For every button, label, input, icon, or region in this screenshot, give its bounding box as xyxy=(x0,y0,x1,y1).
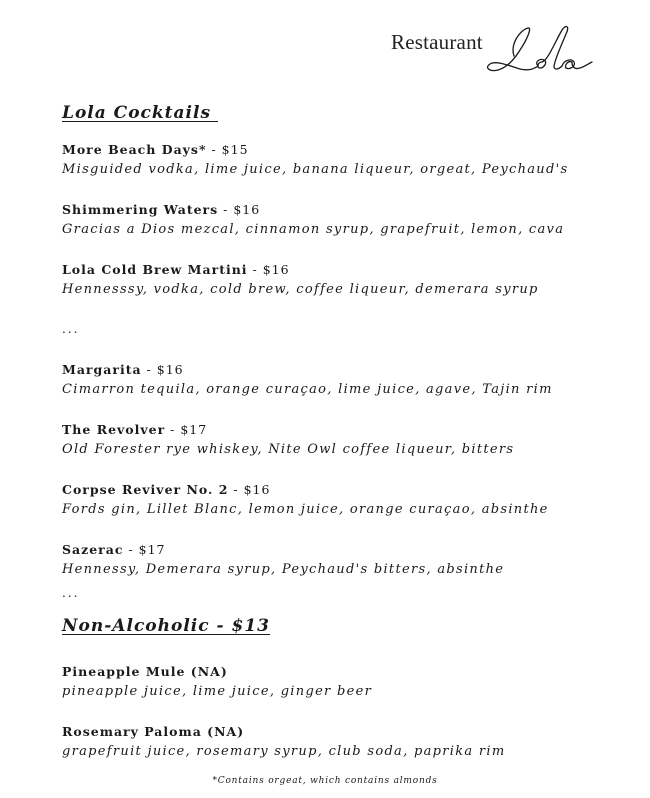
item-name: Margarita xyxy=(62,362,142,377)
item-description: Fords gin, Lillet Blanc, lemon juice, orange curaçao, absinthe xyxy=(62,502,549,517)
item-description: Misguided vodka, lime juice, banana liqueur, orgeat, Peychaud's xyxy=(62,162,569,177)
menu-item xyxy=(62,420,622,460)
item-name: Corpse Reviver No. 2 xyxy=(62,482,229,497)
non-alcoholic-section-title: Non-Alcoholic - $13 xyxy=(62,616,270,636)
restaurant-logo xyxy=(386,22,606,92)
item-description: Cimarron tequila, orange curaçao, lime juice, agave, Tajin rim xyxy=(62,382,553,397)
menu-item xyxy=(62,662,622,702)
item-price: - $15 xyxy=(206,142,249,157)
item-name: Shimmering Waters xyxy=(62,202,219,217)
item-name: More Beach Days* xyxy=(62,142,207,157)
item-price: - $16 xyxy=(141,362,184,377)
item-price: - $17 xyxy=(123,542,166,557)
item-price: - $16 xyxy=(218,202,261,217)
menu-item xyxy=(62,722,622,762)
item-description: Hennesssy, vodka, cold brew, coffee liqueur, demerara syrup xyxy=(62,282,539,297)
item-description: pineapple juice, lime juice, ginger beer xyxy=(62,684,373,699)
menu-item xyxy=(62,200,622,240)
logo-wordmark: Restaurant xyxy=(391,30,483,54)
item-name: Lola Cold Brew Martini xyxy=(62,262,248,277)
menu-item xyxy=(62,260,622,300)
menu-item xyxy=(62,540,622,580)
item-name: Pineapple Mule (NA) xyxy=(62,664,228,679)
item-price: - $17 xyxy=(165,422,208,437)
item-name: Rosemary Paloma (NA) xyxy=(62,724,245,739)
item-name: Sazerac xyxy=(62,542,124,557)
cocktails-section-title: Lola Cocktails xyxy=(62,103,218,123)
allergen-footnote: *Contains orgeat, which contains almonds xyxy=(212,776,438,786)
menu-item xyxy=(62,360,622,400)
ellipsis: ... xyxy=(62,322,80,336)
item-price: - $16 xyxy=(247,262,290,277)
item-description: Old Forester rye whiskey, Nite Owl coffee liqueur, bitters xyxy=(62,442,515,457)
ellipsis: ... xyxy=(62,586,80,600)
menu-item xyxy=(62,140,622,180)
item-description: grapefruit juice, rosemary syrup, club soda, paprika rim xyxy=(62,744,506,759)
logo-script-lola xyxy=(476,22,596,82)
item-price: - $16 xyxy=(228,482,271,497)
menu-item xyxy=(62,480,622,520)
item-description: Hennessy, Demerara syrup, Peychaud's bitters, absinthe xyxy=(62,562,505,577)
item-name: The Revolver xyxy=(62,422,166,437)
item-description: Gracias a Dios mezcal, cinnamon syrup, grapefruit, lemon, cava xyxy=(62,222,565,237)
